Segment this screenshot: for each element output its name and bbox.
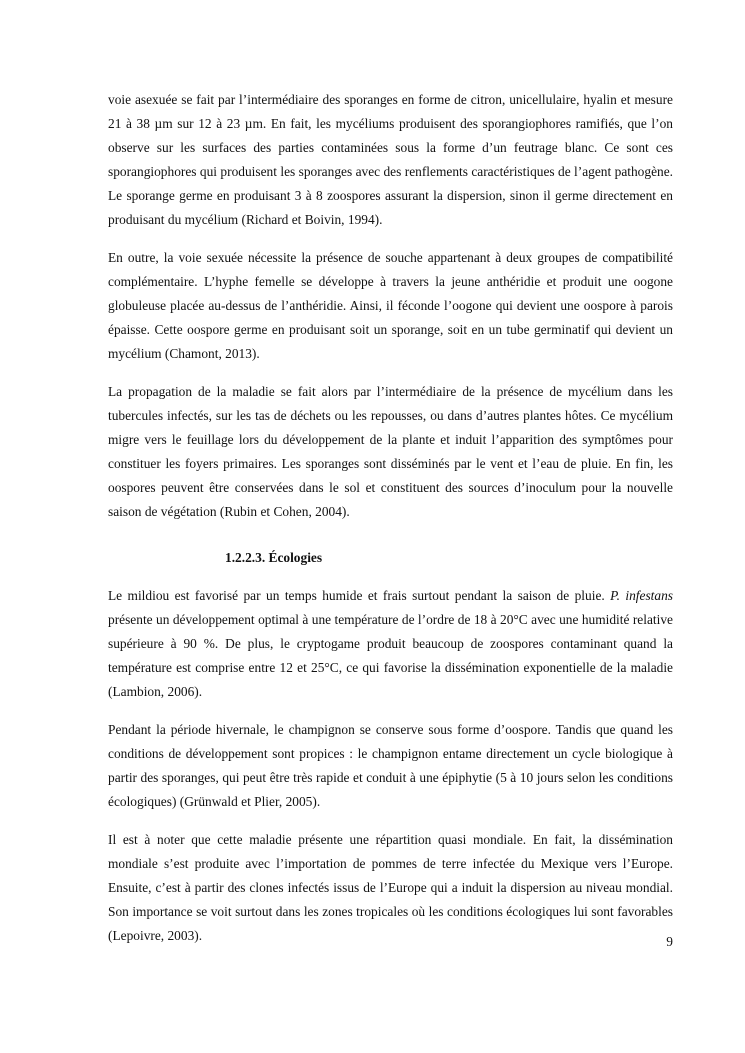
- paragraph-mildew-conditions-end: présente un développement optimal à une température de l’ordre de 18 à 20°C avec une humidité relative supérieure à 90 %. De plus, le cryptogame produit beaucoup de zoospores contaminant quand la température est comprise entre 12 et 25°C, ce qui favorise la dissémination exponentielle de la maladie (Lambion, 2006).: [108, 612, 673, 699]
- paragraph-mildew-conditions: [108, 584, 673, 704]
- page-number: 9: [666, 934, 673, 949]
- document-page: [108, 88, 673, 948]
- section-heading-ecologies: 1.2.2.3. Écologies: [225, 550, 323, 565]
- paragraph-sexual-reproduction: En outre, la voie sexuée nécessite la présence de souche appartenant à deux groupes de compatibilité complémentaire. L’hyphe femelle se développe à travers la jeune anthéridie et produit une oogone globuleuse placée au-dessus de l’anthéridie. Ainsi, il féconde l’oogone qui devient une oospore à parois épaisse. Cette oospore germe en produisant soit un sporange, soit en un tube germinatif qui devient un mycélium (Chamont, 2013).: [108, 250, 673, 361]
- paragraph-asexual-reproduction: voie asexuée se fait par l’intermédiaire des sporanges en forme de citron, unicellulaire, hyalin et mesure 21 à 38 µm sur 12 à 23 µm. En fait, les mycéliums produisent des sporangiophores ramifiés, que l’on observe sur les surfaces des parties contaminées sous la forme d’un feutrage blanc. Ce sont ces sporangiophores qui produisent les sporanges avec des renflements caractéristiques de l’agent pathogène. Le sporange germe en produisant 3 à 8 zoospores assurant la dispersion, sinon il germe directement en produisant du mycélium (Richard et Boivin, 1994).: [108, 92, 673, 227]
- species-name: P. infestans: [610, 588, 673, 603]
- paragraph-disease-propagation: La propagation de la maladie se fait alors par l’intermédiaire de la présence de mycélium dans les tubercules infectés, sur les tas de déchets ou les repousses, ou dans d’autres plantes hôtes. Ce mycélium migre vers le feuillage lors du développement de la plante et induit l’apparition des symptômes pour constituer les foyers primaires. Les sporanges sont disséminés par le vent et l’eau de pluie. En fin, les oospores peuvent être conservées dans le sol et constituent des sources d’inoculum pour la nouvelle saison de végétation (Rubin et Cohen, 2004).: [108, 384, 673, 519]
- paragraph-world-distribution: Il est à noter que cette maladie présente une répartition quasi mondiale. En fait, la dissémination mondiale s’est produite avec l’importation de pommes de terre infectée du Mexique vers l’Europe. Ensuite, c’est à partir des clones infectés issus de l’Europe qui a induit la dispersion au niveau mondial. Son importance se voit surtout dans les zones tropicales où les conditions écologiques lui sont favorables (Lepoivre, 2003).: [108, 832, 673, 943]
- paragraph-mildew-conditions-start: Le mildiou est favorisé par un temps humide et frais surtout pendant la saison de pluie.: [108, 588, 611, 603]
- paragraph-winter-period: Pendant la période hivernale, le champignon se conserve sous forme d’oospore. Tandis que quand les conditions de développement sont propices : le champignon entame directement un cycle biologique à partir des sporanges, qui peut être très rapide et conduit à une épiphytie (5 à 10 jours selon les conditions écologiques) (Grünwald et Plier, 2005).: [108, 722, 673, 809]
